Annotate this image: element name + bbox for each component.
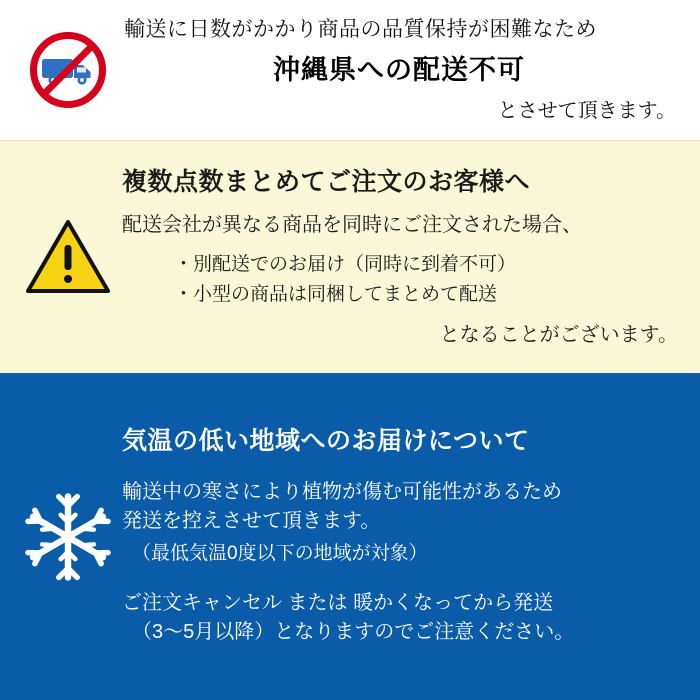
list-item: ・別配送でのお届け（同時に到着不可） (174, 254, 517, 276)
section-okinawa-no-delivery (0, 0, 700, 140)
multi-text-column (122, 167, 690, 347)
multi-bullet-list (122, 250, 678, 309)
multi-icon-column (14, 219, 122, 295)
okinawa-reason-text: 輸送に日数がかかり商品の品質保持が困難なため (124, 18, 597, 42)
section-multiple-items (0, 140, 700, 373)
no-truck-icon (30, 32, 106, 108)
cold-paragraph-1 (122, 478, 680, 536)
cold-paragraph-1-line-2: 発送を控えさせて頂きます。 (122, 510, 381, 533)
snowflake-icon (22, 491, 114, 583)
warning-triangle-glyph (25, 219, 111, 295)
cold-paragraph-1-line-1: 輸送中の寒さにより植物が傷む可能性があるため (122, 481, 562, 504)
cold-paragraph-2-line-2: （3〜5月以降）となりますのでご注意ください。 (132, 620, 575, 643)
cold-paragraph-2-line-1: ご注文キャンセル または 暖かくなってから発送 (122, 591, 554, 614)
okinawa-headline: 沖縄県への配送不可 (273, 55, 525, 86)
warning-triangle-icon (25, 219, 111, 295)
list-item: ・小型の商品は同梱してまとめて配送 (174, 283, 498, 305)
section-cold-area (0, 373, 700, 700)
cold-note: （最低気温0度以下の地域が対象） (132, 543, 428, 565)
okinawa-text-column (122, 17, 690, 123)
multi-subtitle: 配送会社が異なる商品を同時にご注文された場合、 (122, 214, 582, 237)
multi-title: 複数点数まとめてご注文のお客様へ (122, 168, 531, 197)
cold-title: 気温の低い地域へのお届けについて (122, 427, 530, 456)
multi-footer: となることがございます。 (439, 323, 678, 346)
okinawa-icon-column (14, 32, 122, 108)
cold-paragraph-2 (122, 589, 680, 647)
okinawa-closing-text: とさせて頂きます。 (497, 99, 676, 122)
cold-text-column (122, 426, 690, 647)
cold-icon-column (14, 491, 122, 583)
